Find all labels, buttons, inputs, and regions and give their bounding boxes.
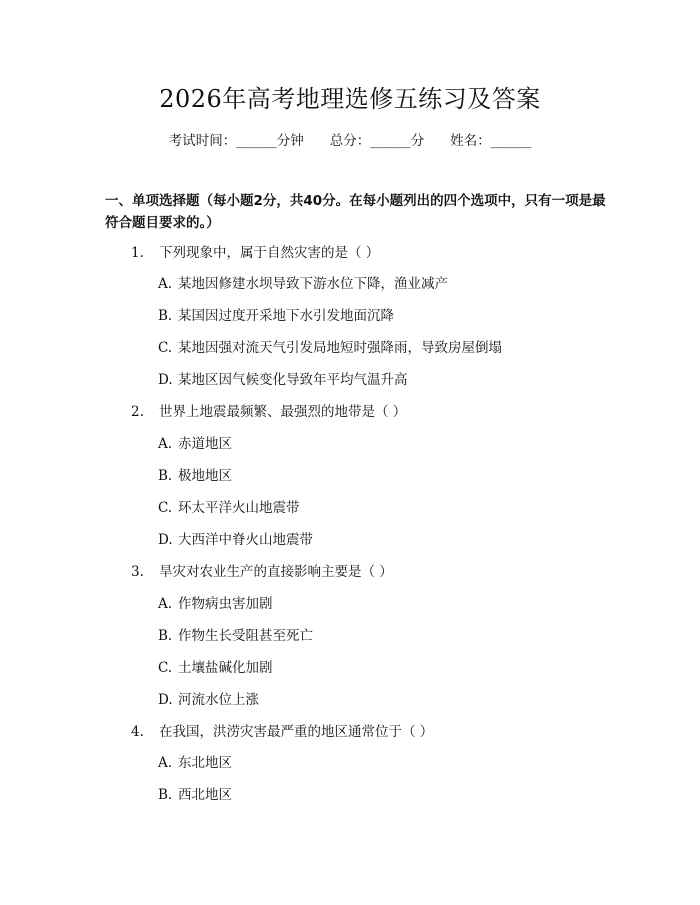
option-letter: C. <box>158 340 173 356</box>
option-text: 作物生长受阻甚至死亡 <box>178 628 313 644</box>
option-text: 东北地区 <box>178 755 232 771</box>
option-text: 土壤盐碱化加剧 <box>178 660 273 676</box>
section-heading: 一、单项选择题（每小题2分，共40分。在每小题列出的四个选项中，只有一项是最符合题目要求的。） <box>105 193 606 231</box>
option-text: 某地因修建水坝导致下游水位下降，渔业减产 <box>178 276 448 292</box>
option-letter: C. <box>158 500 173 516</box>
question-3 <box>131 562 393 582</box>
question-number: 3. <box>131 564 144 580</box>
question-number: 2. <box>131 404 144 420</box>
question-1-option-c <box>158 338 502 358</box>
total-score-field: 总分：______分 <box>329 133 425 149</box>
page-title: 2026年高考地理选修五练习及答案 <box>159 85 541 113</box>
question-2-option-a <box>158 434 232 454</box>
option-letter: A. <box>158 276 173 292</box>
question-3-option-c <box>158 658 273 678</box>
question-3-option-b <box>158 626 313 646</box>
option-text: 某国因过度开采地下水引发地面沉降 <box>178 308 394 324</box>
option-text: 环太平洋火山地震带 <box>178 500 300 516</box>
option-letter: D. <box>158 372 173 388</box>
question-3-option-d <box>158 690 259 710</box>
question-2 <box>131 402 406 422</box>
option-letter: A. <box>158 436 173 452</box>
question-3-option-a <box>158 594 273 614</box>
option-text: 河流水位上涨 <box>178 692 259 708</box>
option-text: 西北地区 <box>178 787 232 803</box>
option-text: 大西洋中脊火山地震带 <box>178 532 313 548</box>
question-1 <box>131 243 379 263</box>
exam-info-line <box>0 131 700 151</box>
option-letter: D. <box>158 692 173 708</box>
question-4 <box>131 722 433 742</box>
question-1-option-b <box>158 306 394 326</box>
question-2-option-d <box>158 530 313 550</box>
option-text: 赤道地区 <box>178 436 232 452</box>
option-letter: B. <box>158 628 173 644</box>
question-1-option-d <box>158 370 408 390</box>
question-number: 1. <box>131 245 144 261</box>
student-name-field: 姓名：______ <box>450 133 532 149</box>
question-4-option-b <box>158 785 232 805</box>
option-text: 极地地区 <box>178 468 232 484</box>
question-text: 世界上地震最频繁、最强烈的地带是（ ） <box>159 404 407 420</box>
question-text: 下列现象中，属于自然灾害的是（ ） <box>159 245 380 261</box>
exam-time-field: 考试时间：______分钟 <box>168 133 304 149</box>
option-letter: C. <box>158 660 173 676</box>
option-letter: B. <box>158 787 173 803</box>
question-1-option-a <box>158 274 448 294</box>
option-text: 某地因强对流天气引发局地短时强降雨，导致房屋倒塌 <box>178 340 502 356</box>
question-2-option-c <box>158 498 300 518</box>
option-letter: B. <box>158 308 173 324</box>
option-text: 某地区因气候变化导致年平均气温升高 <box>178 372 408 388</box>
question-4-option-a <box>158 753 232 773</box>
option-letter: A. <box>158 596 173 612</box>
option-letter: B. <box>158 468 173 484</box>
question-number: 4. <box>131 724 144 740</box>
question-text: 在我国，洪涝灾害最严重的地区通常位于（ ） <box>159 724 434 740</box>
option-text: 作物病虫害加剧 <box>178 596 273 612</box>
question-text: 旱灾对农业生产的直接影响主要是（ ） <box>159 564 393 580</box>
question-2-option-b <box>158 466 232 486</box>
option-letter: A. <box>158 755 173 771</box>
option-letter: D. <box>158 532 173 548</box>
